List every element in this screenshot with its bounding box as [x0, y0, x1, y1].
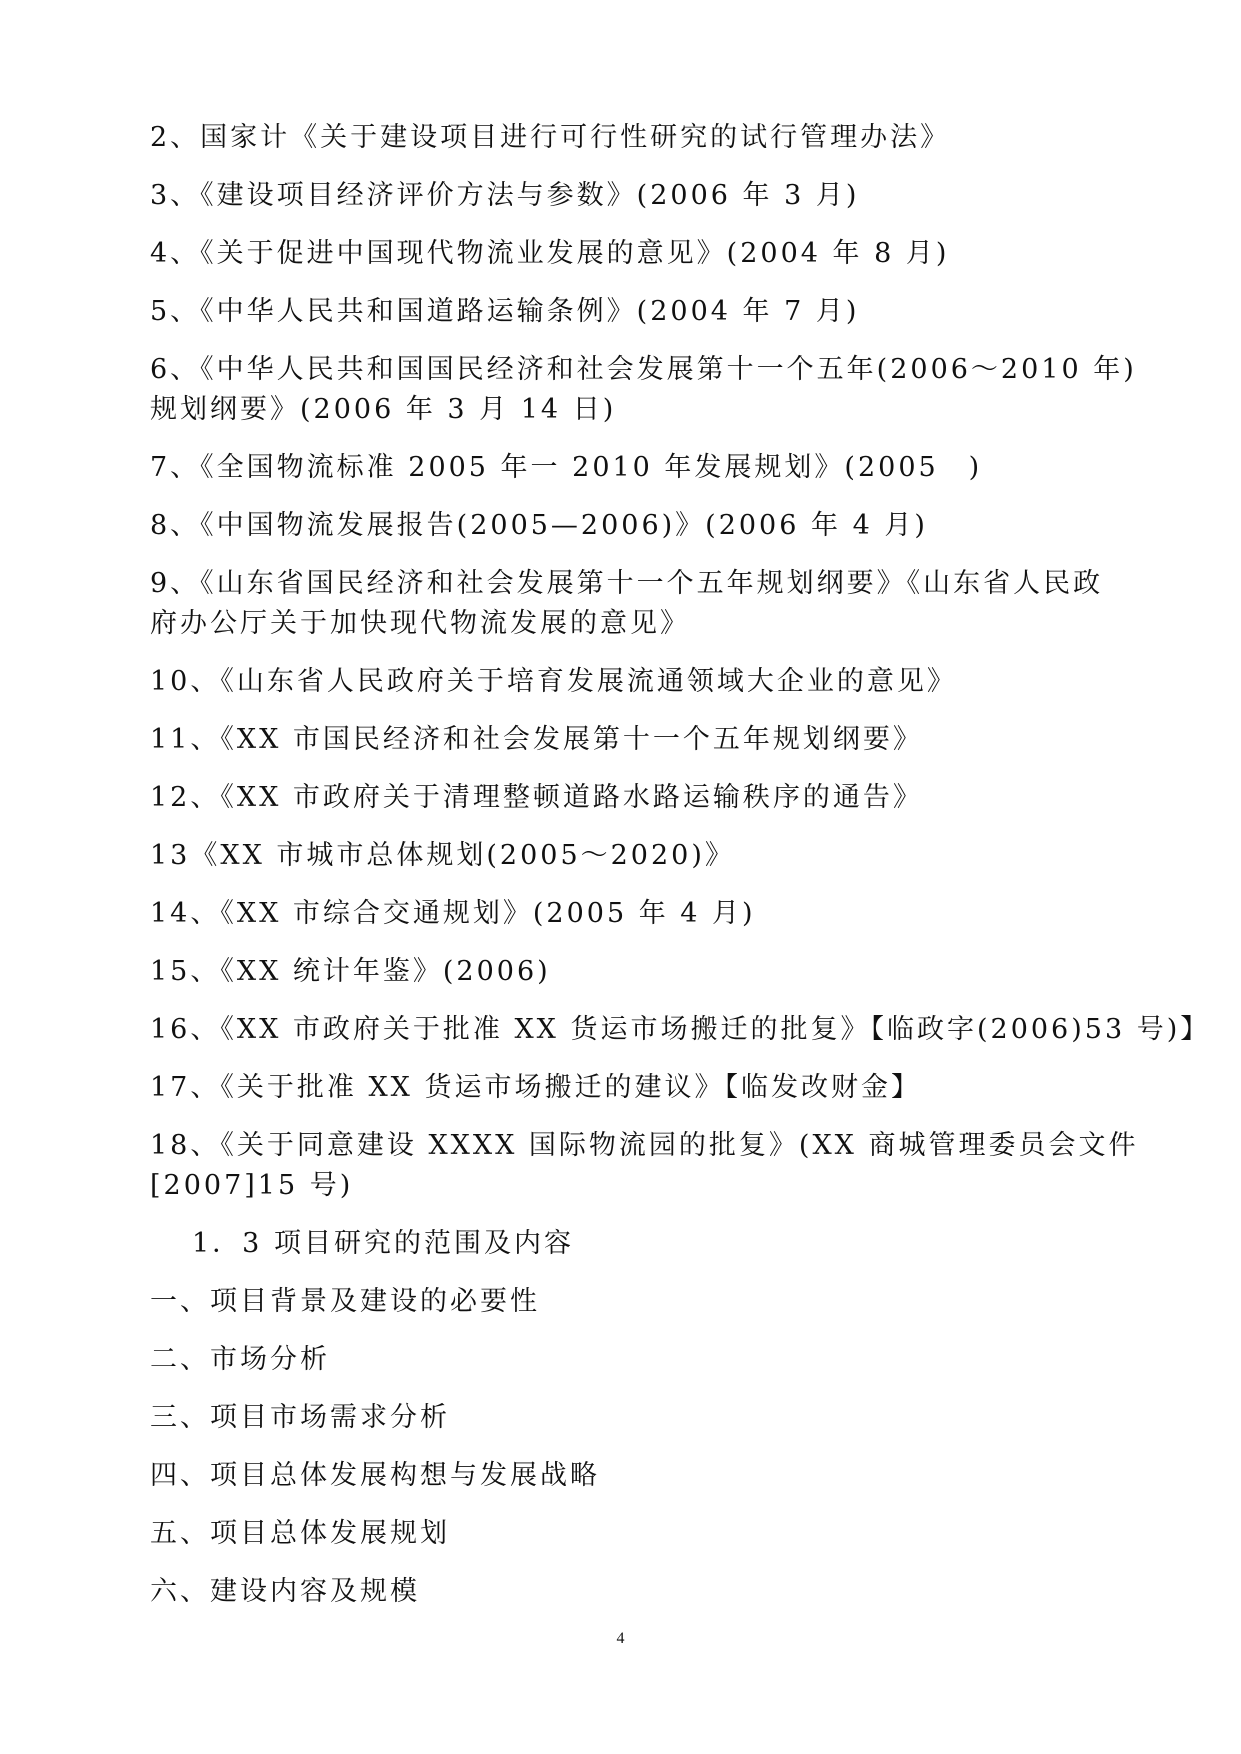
reference-item	[150, 448, 1090, 488]
reference-item	[150, 350, 1137, 430]
section-heading-block	[150, 1224, 1090, 1264]
scope-item	[150, 1514, 1090, 1554]
reference-line: 13《XX 市城市总体规划(2005～2020)》	[150, 840, 735, 871]
section-heading: 1．3 项目研究的范围及内容	[192, 1228, 574, 1259]
reference-item	[150, 292, 1090, 332]
scope-item	[150, 1572, 1090, 1612]
scope-item-text: 三、项目市场需求分析	[150, 1402, 450, 1433]
reference-item	[150, 1126, 1139, 1206]
reference-item	[150, 176, 1090, 216]
scope-item-text: 六、建设内容及规模	[150, 1576, 420, 1607]
reference-list	[150, 118, 1211, 1206]
reference-item	[150, 952, 1090, 992]
reference-line: 府办公厅关于加快现代物流发展的意见》	[150, 608, 690, 639]
reference-line: 11、《XX 市国民经济和社会发展第十一个五年规划纲要》	[150, 724, 923, 755]
reference-item	[150, 662, 1090, 702]
scope-item-text: 一、项目背景及建设的必要性	[150, 1286, 540, 1317]
reference-line: [2007]15 号)	[150, 1170, 354, 1201]
scope-item-text: 四、项目总体发展构想与发展战略	[150, 1460, 600, 1491]
reference-line: 15、《XX 统计年鉴》(2006)	[150, 956, 551, 987]
reference-item	[150, 836, 1090, 876]
reference-item	[150, 506, 1090, 546]
reference-line: 16、《XX 市政府关于批准 XX 货运市场搬迁的批复》【临政字(2006)53 号)】	[150, 1014, 1211, 1045]
reference-line: 18、《关于同意建设 XXXX 国际物流园的批复》(XX 商城管理委员会文件	[150, 1130, 1139, 1161]
reference-line: 10、《山东省人民政府关于培育发展流通领域大企业的意见》	[150, 666, 957, 697]
reference-item	[150, 720, 1090, 760]
scope-list	[150, 1282, 1090, 1612]
reference-line: 9、《山东省国民经济和社会发展第十一个五年规划纲要》《山东省人民政	[150, 568, 1104, 599]
reference-line: 8、《中国物流发展报告(2005—2006)》(2006 年 4 月)	[150, 510, 928, 541]
scope-item	[150, 1340, 1090, 1380]
page-number: 4	[616, 1630, 625, 1647]
reference-item	[150, 564, 1104, 644]
reference-line: 2、国家计《关于建设项目进行可行性研究的试行管理办法》	[150, 122, 951, 153]
reference-line: 规划纲要》(2006 年 3 月 14 日)	[150, 394, 617, 425]
page-content	[150, 118, 1211, 1630]
reference-item	[150, 234, 1090, 274]
reference-item	[150, 778, 1090, 818]
scope-item	[150, 1456, 1090, 1496]
reference-line: 14、《XX 市综合交通规划》(2005 年 4 月)	[150, 898, 756, 929]
scope-item-text: 二、市场分析	[150, 1344, 330, 1375]
reference-line: 3、《建设项目经济评价方法与参数》(2006 年 3 月)	[150, 180, 860, 211]
reference-item	[150, 894, 1090, 934]
reference-line: 7、《全国物流标准 2005 年一 2010 年发展规划》(2005 )	[150, 452, 983, 483]
scope-item	[150, 1282, 1090, 1322]
scope-item	[150, 1398, 1090, 1438]
reference-line: 17、《关于批准 XX 货运市场搬迁的建议》【临发改财金】	[150, 1072, 921, 1103]
reference-line: 4、《关于促进中国现代物流业发展的意见》(2004 年 8 月)	[150, 238, 950, 269]
reference-item	[150, 1010, 1211, 1050]
scope-item-text: 五、项目总体发展规划	[150, 1518, 450, 1549]
reference-item	[150, 118, 1090, 158]
reference-line: 5、《中华人民共和国道路运输条例》(2004 年 7 月)	[150, 296, 860, 327]
reference-line: 12、《XX 市政府关于清理整顿道路水路运输秩序的通告》	[150, 782, 923, 813]
reference-item	[150, 1068, 1090, 1108]
reference-line: 6、《中华人民共和国国民经济和社会发展第十一个五年(2006～2010 年)	[150, 354, 1137, 385]
